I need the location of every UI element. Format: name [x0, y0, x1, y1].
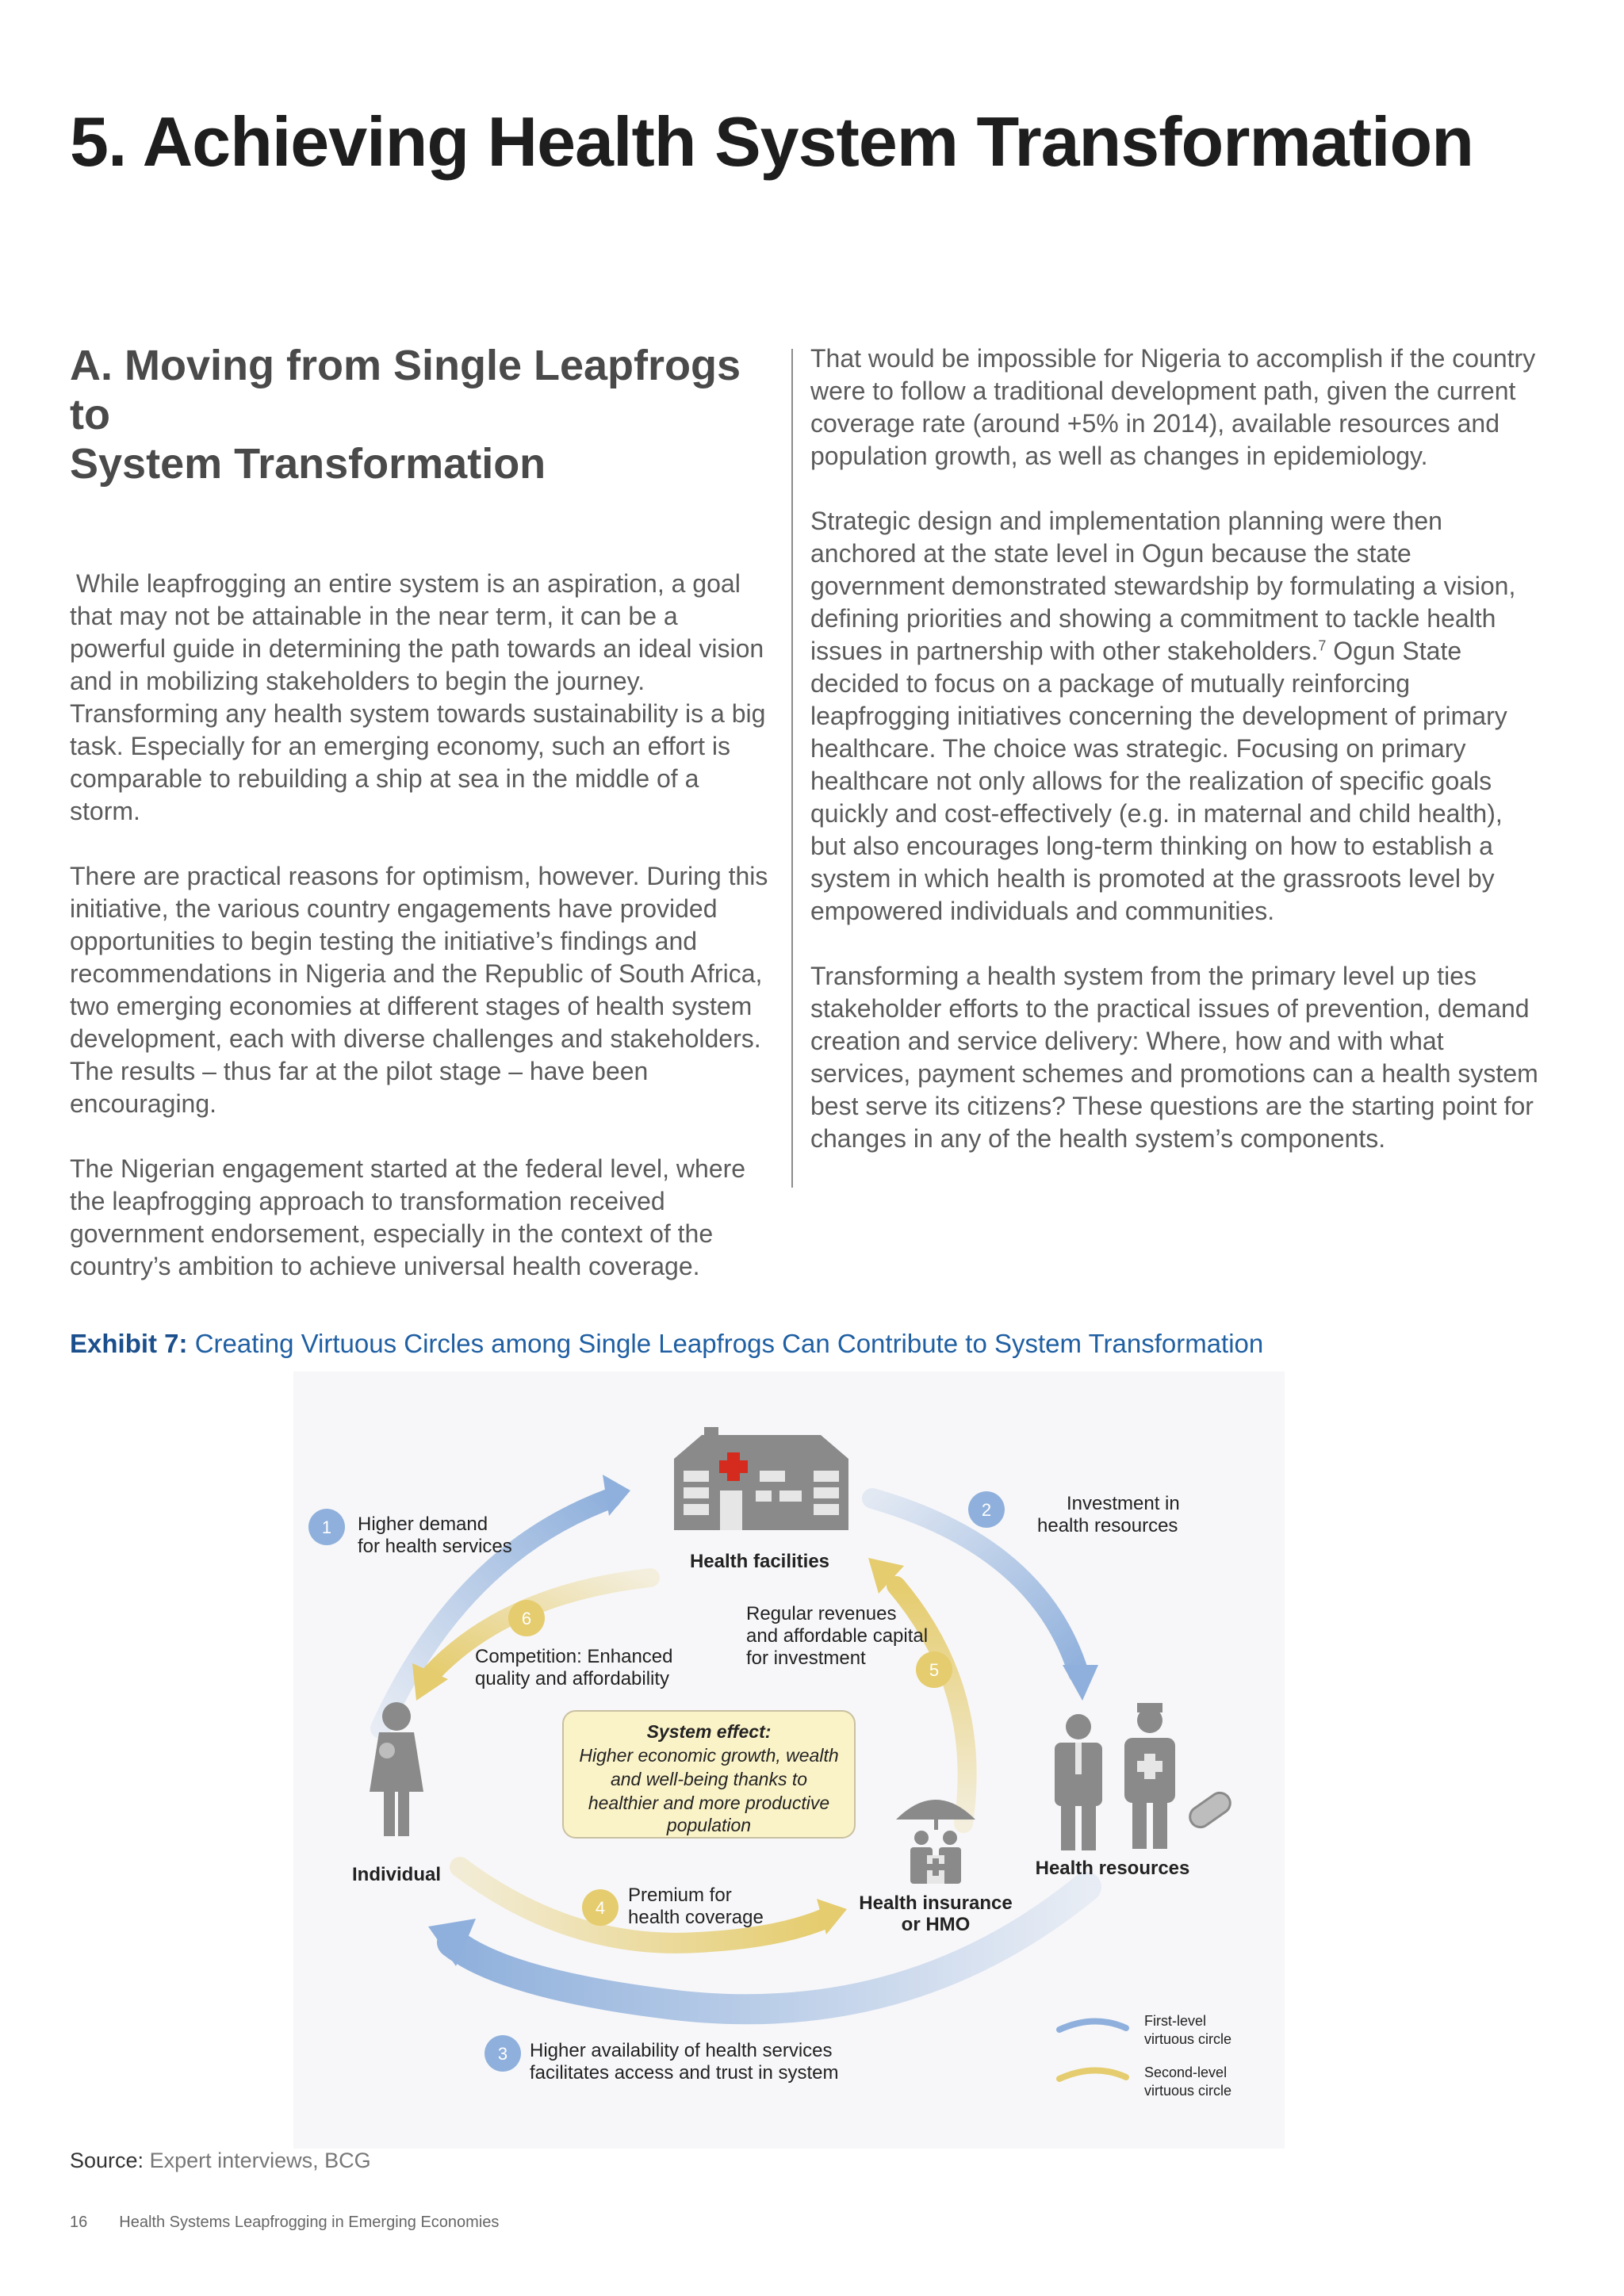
health-facility-icon	[674, 1427, 848, 1530]
step-1-number: 1	[321, 1517, 332, 1537]
system-effect-line2: and well-being thanks to	[610, 1769, 808, 1789]
legend-second-level-line1: Second-level	[1144, 2064, 1228, 2080]
node-health-facilities: Health facilities	[689, 1551, 830, 1572]
right-paragraph-2-part1: Strategic design and implementation planning were then anchored at the state level in Ogun because the state government demonstrated stewardship by formulating a vision, defining priorities and showing a commitment to tackle health issues in partnership with other stakeholders.	[810, 507, 1516, 665]
legend-second-level-line2: virtuous circle	[1144, 2083, 1232, 2099]
step-6-label-line1: Competition: Enhanced	[475, 1646, 673, 1667]
exhibit-title: Creating Virtuous Circles among Single Leapfrogs Can Contribute to System Transformation	[187, 1329, 1264, 1358]
publication-title: Health Systems Leapfrogging in Emerging Economies	[119, 2214, 500, 2231]
legend-first-level-line1: First-level	[1144, 2013, 1207, 2029]
step-6-number: 6	[521, 1609, 532, 1628]
right-paragraph-2-part2: Ogun State decided to focus on a package of mutually reinforcing leapfrogging initiatives concerning the development of primary healthcare. The choice was strategic. Focusing on primary healthcare not only allows for the realization of specific goals quickly and cost-effectively (e.g. in maternal and child health), but also encourages long-term thinking on how to establish a system in which health is promoted at the grassroots level by empowered individuals and communities.	[810, 637, 1507, 925]
step-5-label-line2: and affordable capital	[746, 1625, 929, 1647]
step-4-number: 4	[595, 1898, 606, 1918]
node-health-resources: Health resources	[1035, 1858, 1190, 1879]
left-paragraph-3: The Nigerian engagement started at the federal level, where the leapfrogging approach to transformation received government endorsement, especially in the context of the country’s ambition to achieve universal health coverage.	[70, 1154, 746, 1280]
system-effect-line1: Higher economic growth, wealth	[579, 1745, 839, 1766]
right-paragraph-3: Transforming a health system from the primary level up ties stakeholder efforts to the practical issues of prevention, demand creation and service delivery: Where, how and with what services, payment schemes and promotions can a health system best serve its citizens? These questions are the starting point for changes in any of the health system’s components.	[810, 962, 1538, 1153]
node-individual: Individual	[351, 1864, 442, 1885]
page-footer	[70, 2214, 499, 2232]
exhibit-label: Exhibit 7:	[70, 1329, 188, 1358]
system-effect-line4: population	[666, 1815, 752, 1835]
source-value: Expert interviews, BCG	[144, 2149, 371, 2172]
step-5-label-line3: for investment	[746, 1647, 866, 1669]
step-5-label-line1: Regular revenues	[746, 1603, 897, 1624]
page-number: 16	[70, 2214, 88, 2231]
red-cross-horizontal	[719, 1460, 748, 1473]
right-paragraph-1: That would be impossible for Nigeria to accomplish if the country were to follow a traditional development path, given the current coverage rate (around +5% in 2014), available resources and population growth, as well as changes in epidemiology.	[810, 344, 1536, 470]
step-3-number: 3	[497, 2044, 508, 2064]
left-paragraph-1: While leapfrogging an entire system is an aspiration, a goal that may not be attainable in the near term, it can be a powerful guide in determining the path towards an ideal vision and in mobilizing stakeholders to begin the journey. Transforming any health system towards sustainability is a big task. Especially for an emerging economy, such an effort is comparable to rebuilding a ship at sea in the middle of a storm.	[70, 569, 766, 825]
node-health-insurance-line2: or HMO	[901, 1914, 971, 1935]
source-note	[70, 2149, 371, 2173]
system-effect-line3: healthier and more productive	[588, 1793, 830, 1813]
section-heading-line1: A. Moving from Single Leapfrogs to	[70, 342, 741, 438]
step-1-label-line1: Higher demand	[358, 1513, 488, 1535]
step-1-label-line2: for health services	[358, 1536, 512, 1557]
page-title: 5. Achieving Health System Transformation	[70, 102, 1474, 181]
step-3-label-line2: facilitates access and trust in system	[530, 2062, 839, 2084]
step-4-label-line2: health coverage	[628, 1907, 764, 1928]
step-5-number: 5	[929, 1660, 940, 1680]
step-4-label-line1: Premium for	[628, 1885, 732, 1906]
section-heading-line2: System Transformation	[70, 440, 546, 488]
legend-first-level-line2: virtuous circle	[1144, 2031, 1232, 2047]
node-health-insurance-line1: Health insurance	[859, 1892, 1013, 1914]
step-6-label-line2: quality and affordability	[475, 1668, 670, 1689]
step-2-label-line1: Investment in	[1067, 1493, 1180, 1514]
step-3-label-line1: Higher availability of health services	[530, 2040, 833, 2061]
footnote-marker[interactable]: 7	[1318, 637, 1327, 654]
step-2-number: 2	[981, 1500, 992, 1520]
step-2-label-line2: health resources	[1037, 1515, 1178, 1536]
left-paragraph-2: There are practical reasons for optimism, however. During this initiative, the various country engagements have provided opportunities to begin testing the initiative’s findings and recommendations in Nigeria and the Republic of South Africa, two emerging economies at different stages of health system development, each with diverse challenges and stakeholders. The results – thus far at the pilot stage – have been encouraging.	[70, 862, 768, 1118]
system-effect-title: System effect:	[646, 1721, 772, 1742]
source-label: Source:	[70, 2149, 144, 2172]
